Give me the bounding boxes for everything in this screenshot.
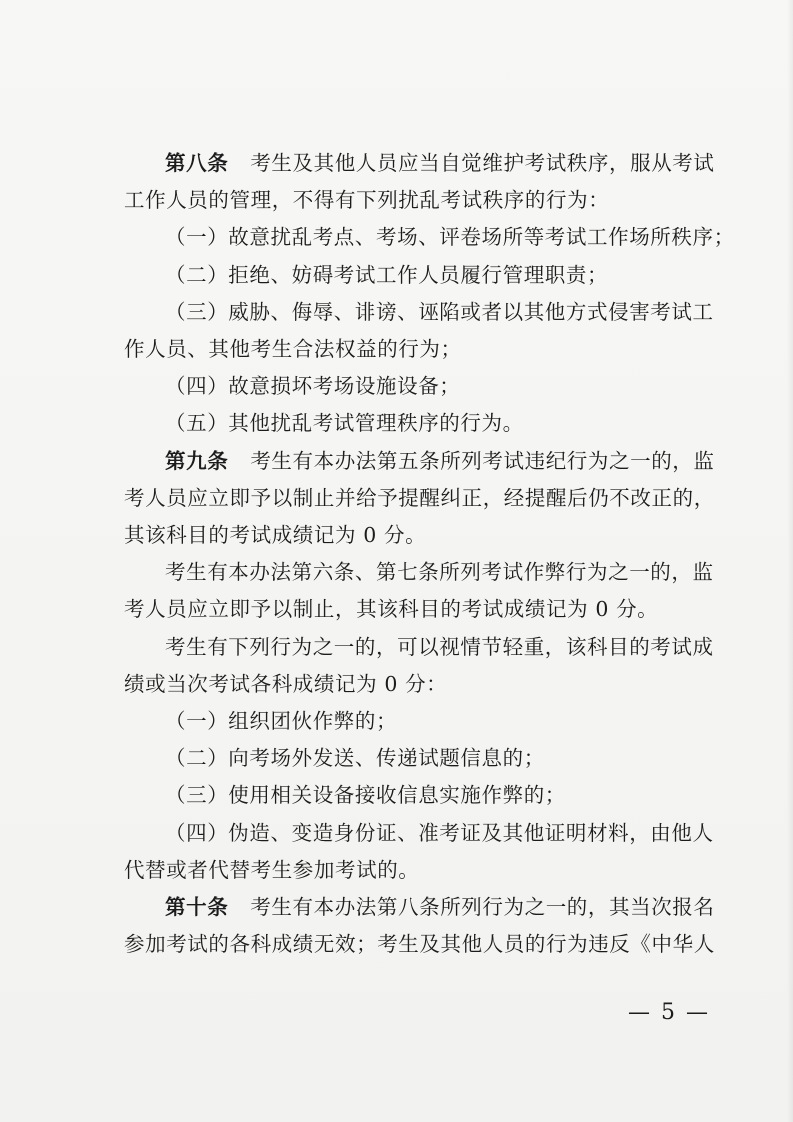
line-text: （二）拒绝、妨碍考试工作人员履行管理职责； (165, 262, 609, 287)
line-text: 考生有本办法第八条所列行为之一的，其当次报名 (250, 895, 715, 920)
line-text: （一）故意扰乱考点、考场、评卷场所等考试工作场所秩序； (165, 225, 735, 250)
text-line (124, 852, 684, 889)
text-line (124, 889, 715, 926)
line-text: （五）其他扰乱考试管理秩序的行为。 (165, 411, 524, 436)
text-line (124, 517, 684, 554)
text-line (124, 368, 684, 405)
line-text: （一）组织团伙作弊的； (165, 709, 398, 734)
line-text: 考生及其他人员应当自觉维护考试秩序，服从考试 (250, 151, 715, 175)
text-line (124, 219, 735, 256)
text-line (124, 443, 715, 480)
line-text: 代替或者代替考生参加考试的。 (124, 857, 420, 882)
page-edge-shadow (787, 0, 793, 1122)
line-text: （四）伪造、变造身份证、准考证及其他证明材料，由他人 (165, 820, 714, 845)
line-text: 工作人员的管理，不得有下列扰乱考试秩序的行为： (124, 188, 610, 213)
text-line (124, 182, 684, 219)
line-text: （三）威胁、侮辱、诽谤、诬陷或者以其他方式侵害考试工 (165, 299, 714, 324)
line-text: （四）故意损坏考场设施设备； (165, 374, 461, 399)
line-text: 作人员、其他考生合法权益的行为； (124, 337, 462, 362)
line-text: 考人员应立即予以制止并给予提醒纠正，经提醒后仍不改正的， (124, 485, 715, 510)
document-body (124, 145, 735, 963)
line-text: 考生有本办法第五条所列考试违纪行为之一的，监 (250, 448, 715, 473)
line-text: （二）向考场外发送、传递试题信息的； (165, 746, 545, 771)
text-line (124, 554, 714, 591)
article-heading: 第九条 (165, 448, 229, 473)
text-line (124, 257, 684, 294)
text-line (124, 405, 684, 442)
text-line (124, 703, 684, 740)
text-line (124, 331, 684, 368)
article-heading: 第十条 (165, 895, 229, 920)
article-heading: 第八条 (165, 151, 229, 175)
text-line (124, 591, 684, 628)
text-line (124, 777, 684, 814)
line-text: 绩或当次考试各科成绩记为 0 分： (124, 671, 448, 696)
text-line (124, 740, 684, 777)
text-line (124, 666, 684, 703)
line-text: 参加考试的各科成绩无效；考生及其他人员的行为违反《中华人 (124, 932, 715, 957)
line-text: 考生有本办法第六条、第七条所列考试作弊行为之一的，监 (165, 560, 714, 585)
page-number: — 5 — (628, 1000, 710, 1025)
text-line (124, 480, 715, 517)
line-text: （三）使用相关设备接收信息实施作弊的； (165, 783, 566, 808)
text-line (124, 145, 715, 182)
line-text: 考人员应立即予以制止，其该科目的考试成绩记为 0 分。 (124, 597, 659, 622)
line-text: 考生有下列行为之一的，可以视情节轻重，该科目的考试成 (165, 634, 714, 659)
text-line (124, 629, 714, 666)
text-line (124, 815, 714, 852)
text-line (124, 294, 714, 331)
line-text: 其该科目的考试成绩记为 0 分。 (124, 523, 427, 548)
text-line (124, 926, 715, 963)
